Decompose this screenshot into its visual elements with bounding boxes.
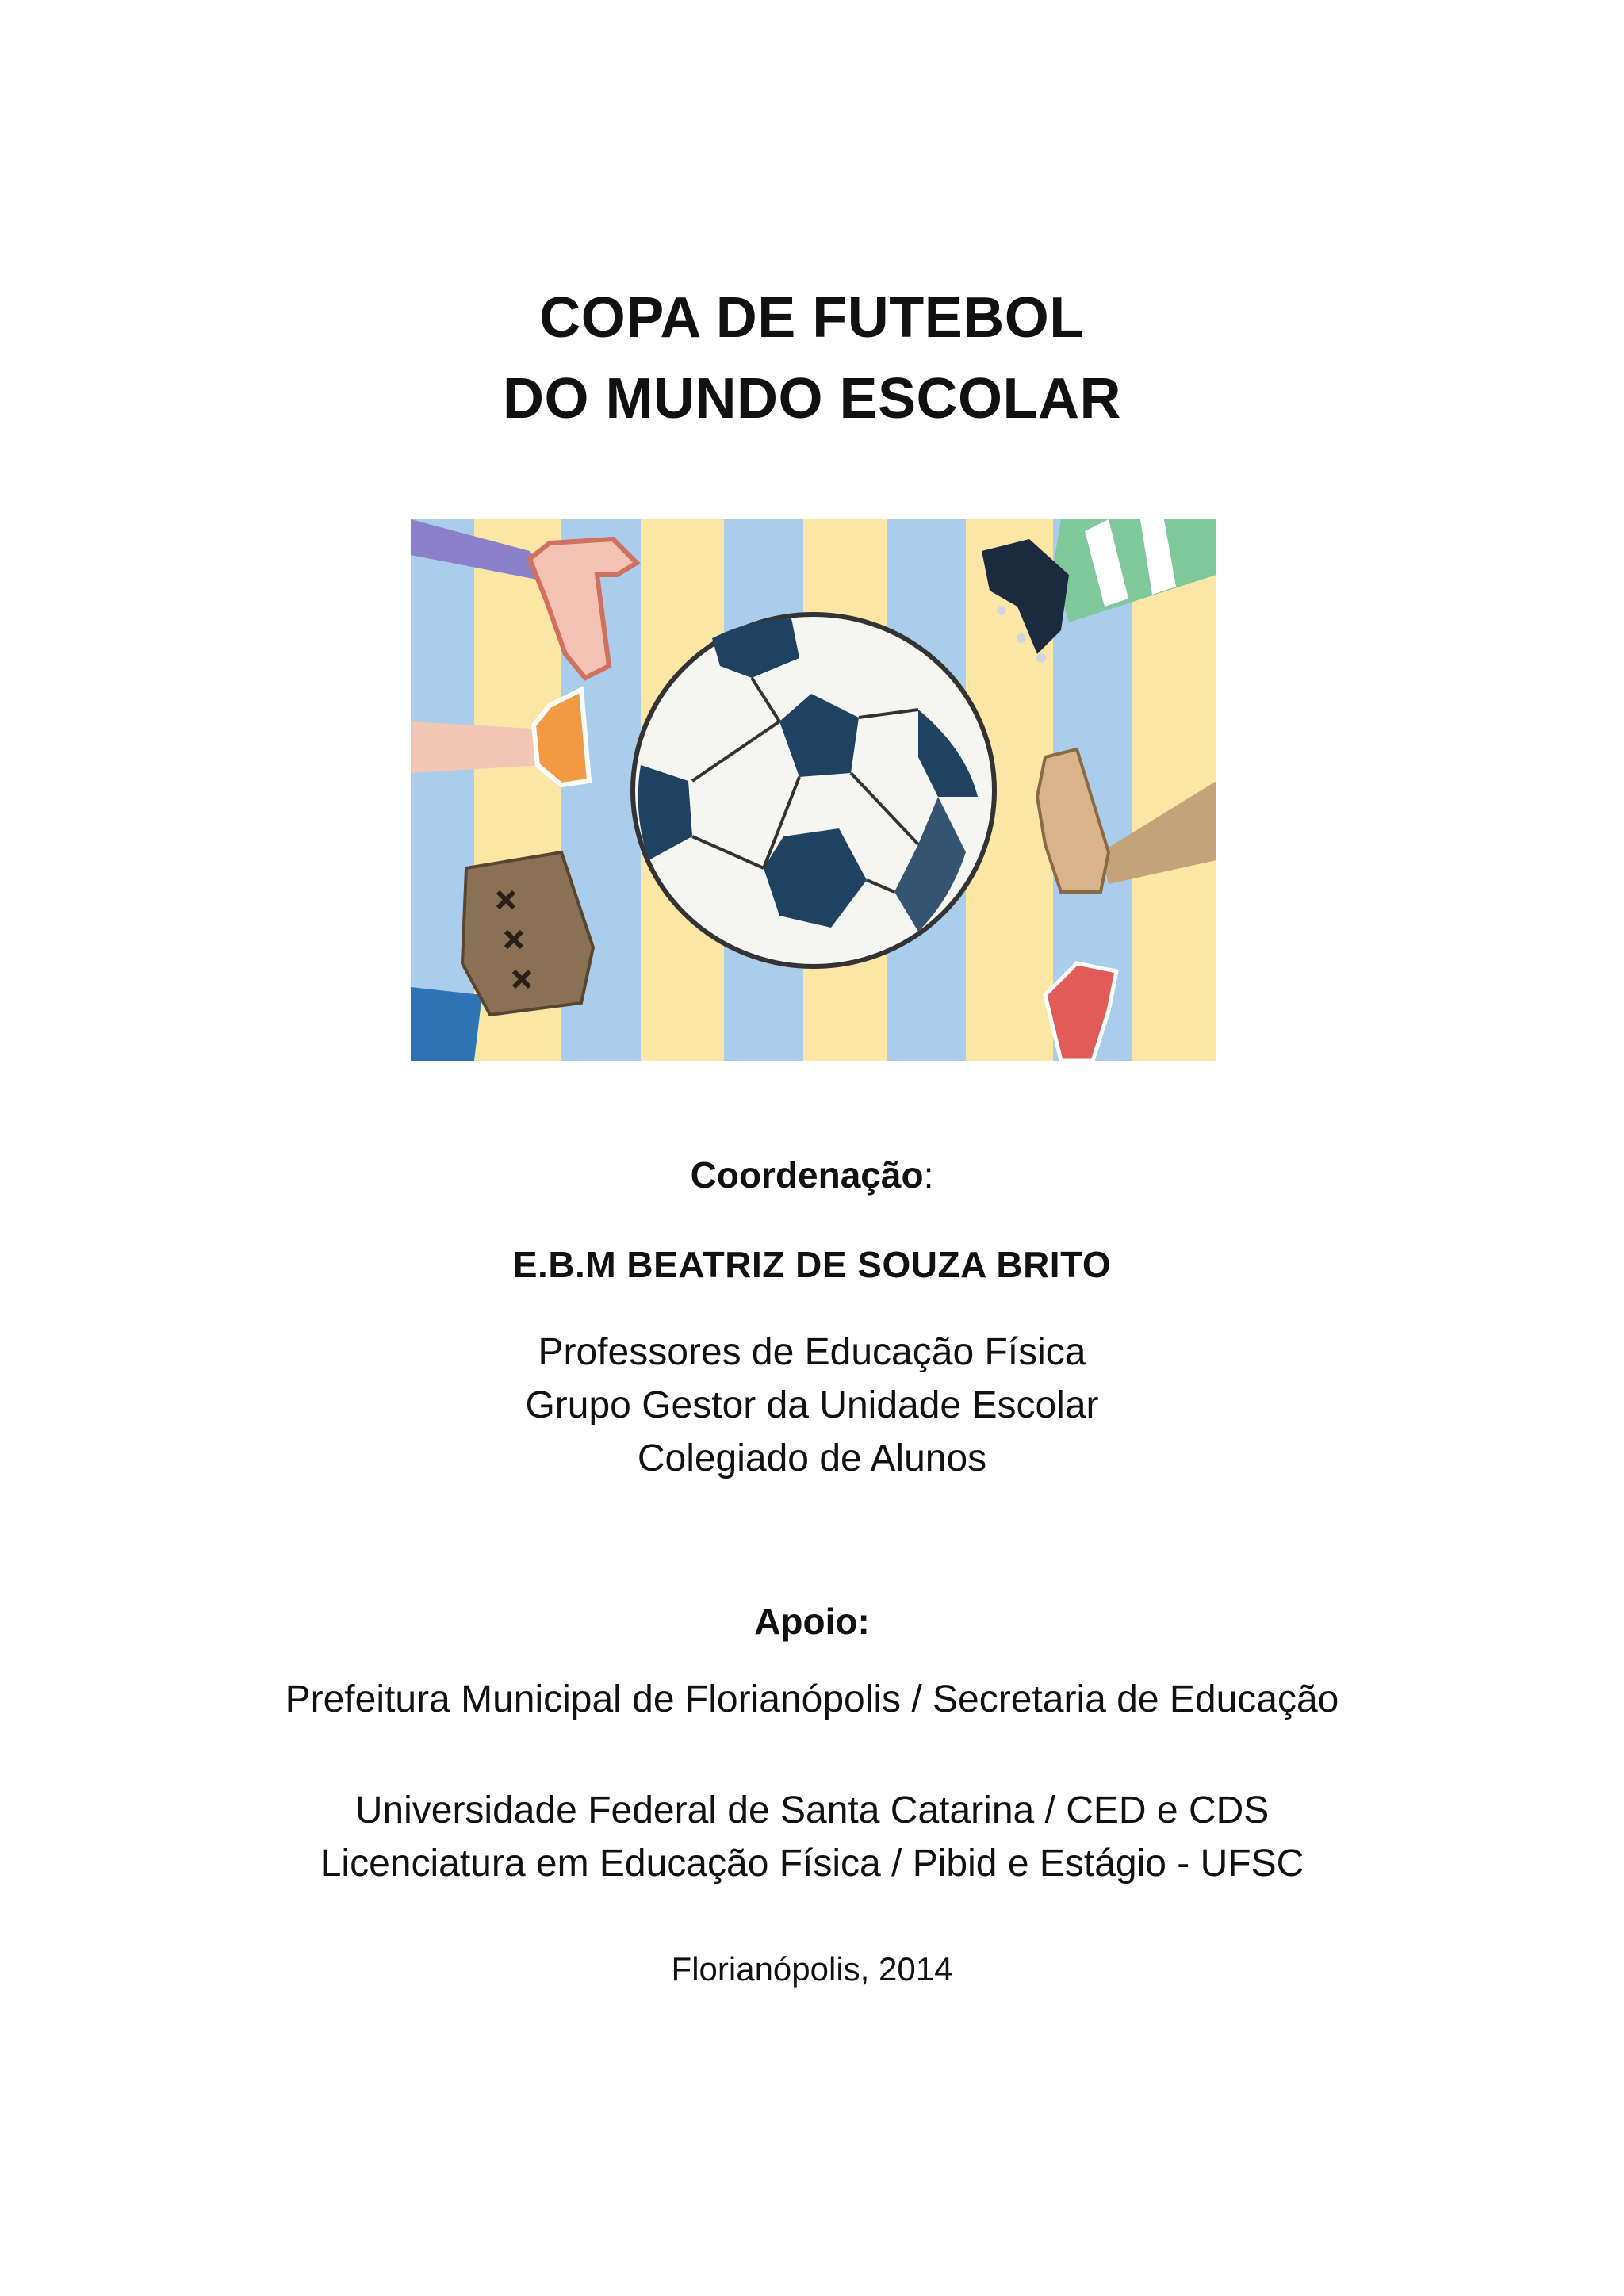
coordination-members	[0, 1326, 1624, 1485]
page-title	[0, 277, 1624, 439]
support-university	[0, 1784, 1624, 1890]
cover-illustration	[411, 519, 1216, 1061]
title-line-1: COPA DE FUTEBOL	[539, 286, 1085, 350]
support-heading: Apoio:	[754, 1601, 870, 1642]
support-line: Prefeitura Municipal de Florianópolis / Secretaria de Educação	[285, 1678, 1339, 1720]
place-date: Florianópolis, 2014	[671, 1950, 953, 1988]
member-line: Grupo Gestor da Unidade Escolar	[525, 1384, 1099, 1426]
coordination-colon: :	[923, 1154, 934, 1196]
member-line: Colegiado de Alunos	[637, 1437, 987, 1479]
coordination-heading	[0, 1154, 1624, 1196]
soccer-ball-icon	[633, 614, 994, 966]
title-line-2: DO MUNDO ESCOLAR	[503, 367, 1121, 430]
member-line: Professores de Educação Física	[538, 1331, 1086, 1373]
support-line: Universidade Federal de Santa Catarina / CED e CDS	[354, 1789, 1270, 1831]
support-line: Licenciatura em Educação Física / Pibid e Estágio - UFSC	[320, 1843, 1304, 1885]
school-name: E.B.M BEATRIZ DE SOUZA BRITO	[512, 1244, 1112, 1285]
coordination-label: Coordenação	[690, 1154, 924, 1196]
